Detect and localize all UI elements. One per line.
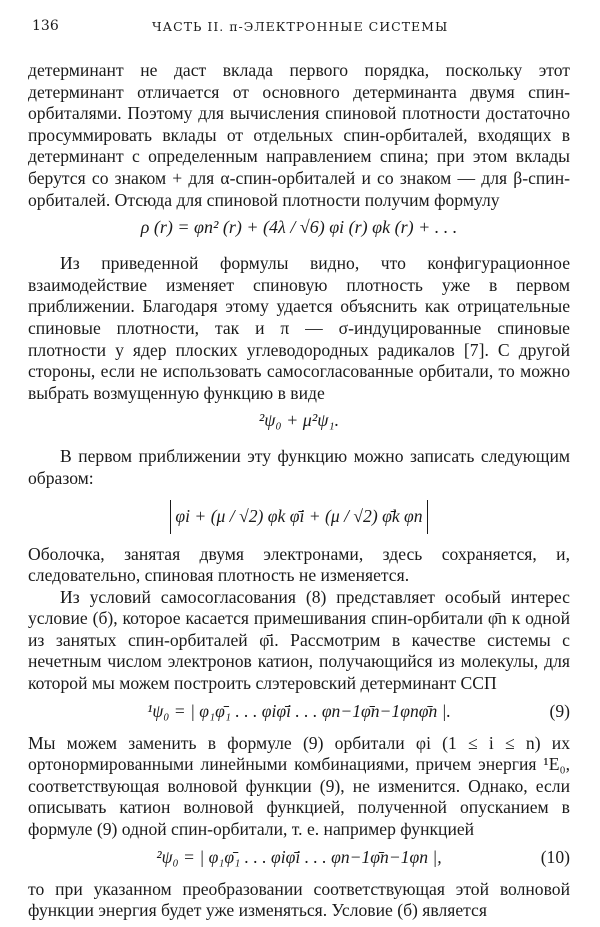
determinant-bar-right <box>427 500 429 534</box>
page-number: 136 <box>32 18 59 34</box>
paragraph: Оболочка, занятая двумя электронами, здесь сохраняется, и, следовательно, спиновая плотность не изменяется. <box>28 543 570 586</box>
paragraph: детерминант не даст вклада первого порядка, поскольку этот детерминант отличается от основного детерминанта двумя спин-орбиталями. Поэтому для вычисления спиновой плотности достаточно просуммировать вклады от отдельных спин-орбиталей, входящих в детерминант с определенным направлением спина; при этом вклады берутся со знаком + для α-спин-орбиталей и со знаком — для β-спин-орбиталей. Отсюда для спиновой плотности получим формулу <box>28 60 570 210</box>
paragraph: В первом приближении эту функцию можно записать следующим образом: <box>28 446 570 488</box>
paragraph: Из условий самосогласования (8) представляет особый интерес условие (б), которое касается примешивания спин-орбитали φ̄n к одной из занятых спин-орбиталей φ̄i. Рассмотрим в качестве системы с нечетным числом электронов катион, получающийся из молекулы, для которой мы можем построить слэтеровский детерминант ССП <box>28 586 570 694</box>
formula-determinant <box>28 498 570 534</box>
paragraph: то при указанном преобразовании соответствующая этой волновой функции энергия будет уже изменяться. Условие (б) является <box>28 878 570 921</box>
equation-10-body: ²ψ₀ = | φ₁φ̄₁ . . . φiφ̄i . . . φn−1φ̄n−1φn |, <box>156 846 442 867</box>
equation-9-body: ¹ψ₀ = | φ₁φ̄₁ . . . φiφ̄i . . . φn−1φ̄n−1φnφ̄n |. <box>147 700 451 721</box>
determinant-content: φi + (μ / √2) φk φ̄i + (μ / √2) φ̄k φn <box>175 505 423 526</box>
paragraph: Из приведенной формулы видно, что конфигурационное взаимодействие изменяет спиновую плотность уже в первом приближении. Благодаря этому удается объяснить как отрицательные спиновые плотности, так и π — σ-индуцированные спиновые плотности у ядер плоских углеводородных радикалов [7]. С другой стороны, если не использовать самосогласованные орбитали, то можно выбрать возмущенную функцию в виде <box>28 253 570 403</box>
page-body <box>28 60 570 922</box>
running-title: ЧАСТЬ II. π-ЭЛЕКТРОННЫЕ СИСТЕМЫ <box>152 19 449 34</box>
paragraph: Мы можем заменить в формуле (9) орбитали φi (1 ≤ i ≤ n) их ортонормированными линейными комбинациями, причем энергия ¹E₀, соответствующая волновой функции (9), не изменится. Однако, если описывать катион волновой функцией, полученной опусканием в формуле (9) одной спин-орбитали, т. е. например функцией <box>28 732 570 840</box>
equation-9 <box>28 701 570 725</box>
equation-9-number: (9) <box>549 700 570 721</box>
formula-spin-density: ρ (r) = φn² (r) + (4λ / √6) φi (r) φk (r) + . . . <box>140 217 458 238</box>
determinant-bar-left <box>170 500 172 534</box>
formula-perturbed-function: ²ψ₀ + μ²ψ₁. <box>258 410 340 431</box>
equation-10 <box>28 847 570 871</box>
page-header <box>32 18 572 38</box>
equation-10-number: (10) <box>540 846 570 867</box>
